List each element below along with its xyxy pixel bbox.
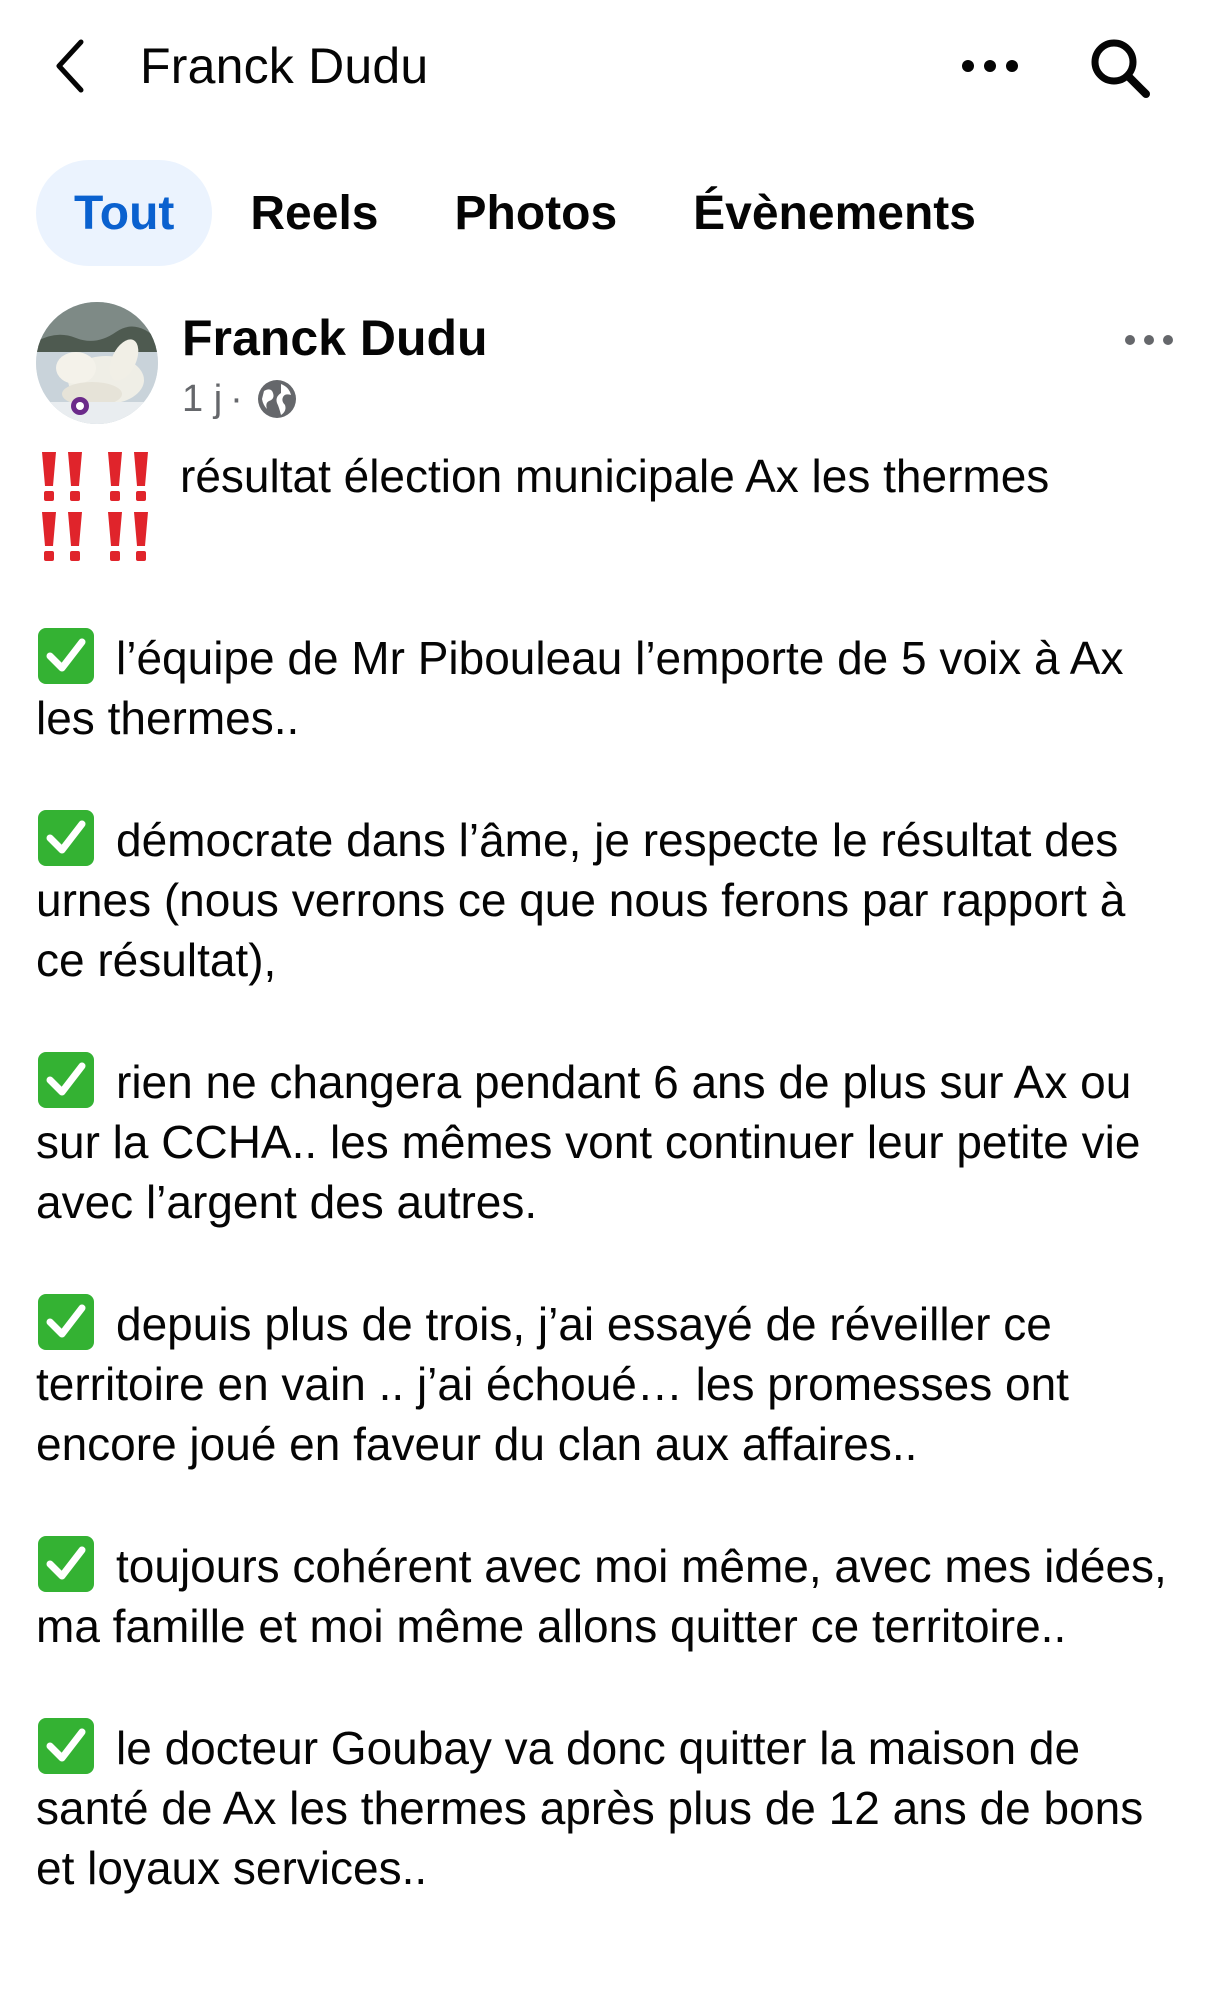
top-bar <box>0 0 1206 130</box>
paragraph-text: toujours cohérent avec moi même, avec mes idées, ma famille et moi même allons quitter ce territoire.. <box>36 1540 1167 1652</box>
post-text <box>36 446 1176 1898</box>
page-title: Franck Dudu <box>140 38 429 94</box>
check-mark-icon <box>36 1718 100 1774</box>
post-paragraph <box>36 1052 1176 1232</box>
more-horizontal-icon <box>960 58 1020 74</box>
tab-evenements[interactable]: Évènements <box>693 186 976 240</box>
double-exclamation-icon <box>36 448 92 504</box>
post-options-button[interactable] <box>1114 322 1184 358</box>
tab-reels[interactable]: Reels <box>250 186 379 240</box>
post-paragraph <box>36 1536 1176 1656</box>
tab-photos[interactable]: Photos <box>454 186 618 240</box>
tab-tout[interactable]: Tout <box>36 160 212 266</box>
check-mark-icon <box>36 810 100 866</box>
back-button[interactable] <box>40 30 100 102</box>
post-meta <box>182 374 299 424</box>
post-paragraph <box>36 1294 1176 1474</box>
double-exclamation-icon <box>102 448 158 504</box>
avatar[interactable] <box>36 302 158 424</box>
search-icon <box>1089 37 1151 99</box>
double-exclamation-icon <box>36 508 92 564</box>
paragraph-text: démocrate dans l’âme, je respecte le résultat des urnes (nous verrons ce que nous ferons par rapport à ce résultat), <box>36 814 1126 986</box>
post-paragraph <box>36 810 1176 990</box>
double-exclamation-icon <box>102 508 158 564</box>
paragraph-text: depuis plus de trois, j’ai essayé de réveiller ce territoire en vain .. j’ai échoué… les promesses ont encore joué en faveur du clan aux affaires.. <box>36 1298 1069 1470</box>
check-mark-icon <box>36 628 100 684</box>
post-paragraph <box>36 1718 1176 1898</box>
profile-tabs <box>36 160 1014 266</box>
meta-separator: · <box>230 377 243 420</box>
globe-icon <box>255 377 299 421</box>
paragraph-text: le docteur Goubay va donc quitter la maison de santé de Ax les thermes après plus de 12 ans de bons et loyaux services.. <box>36 1722 1144 1894</box>
post-headline <box>36 446 1176 566</box>
post-header <box>36 302 1176 432</box>
check-mark-icon <box>36 1052 100 1108</box>
post-time[interactable]: 1 j <box>182 377 223 420</box>
avatar-image <box>36 302 158 424</box>
search-button[interactable] <box>1080 28 1160 108</box>
double-exclamation-icon-group <box>36 446 170 566</box>
more-options-button[interactable] <box>950 38 1030 94</box>
chevron-left-icon <box>53 38 87 94</box>
headline-text: résultat élection municipale Ax les thermes <box>180 450 1050 502</box>
post-author[interactable]: Franck Dudu <box>182 310 488 366</box>
check-mark-icon <box>36 1536 100 1592</box>
paragraph-text: rien ne changera pendant 6 ans de plus sur Ax ou sur la CCHA.. les mêmes vont continuer leur petite vie avec l’argent des autres. <box>36 1056 1141 1228</box>
post-paragraph <box>36 628 1176 748</box>
paragraph-text: l’équipe de Mr Piboulеau l’emporte de 5 voix à Ax les thermes.. <box>36 632 1124 744</box>
more-horizontal-icon <box>1124 334 1174 346</box>
check-mark-icon <box>36 1294 100 1350</box>
